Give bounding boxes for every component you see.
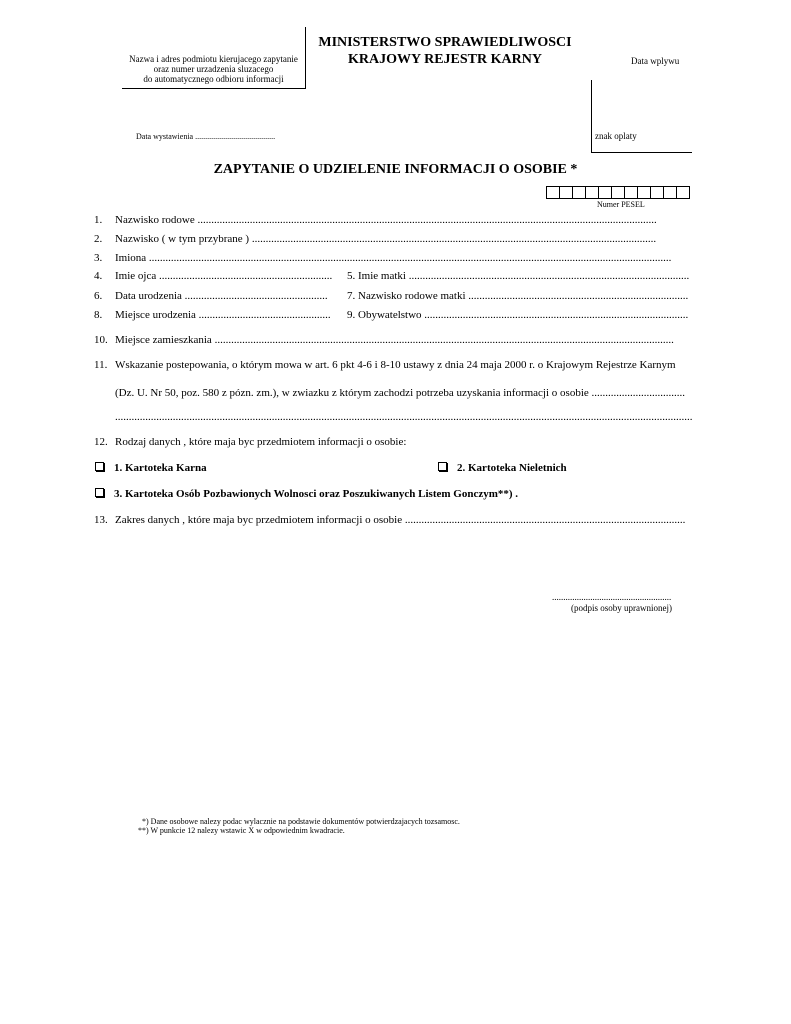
pesel-digit-cell[interactable] [650,186,664,199]
field-text: Zakres danych , które maja byc przedmiotem informacji o osobie ...................................................................................................... [115,514,686,526]
form-title: ZAPYTANIE O UDZIELENIE INFORMACJI O OSOBIE * [213,162,578,177]
pesel-digit-cell[interactable] [572,186,586,199]
field-birth-date[interactable] [94,290,328,302]
pesel-digit-cell[interactable] [585,186,599,199]
field-text: Rodzaj danych , które maja byc przedmiotem informacji o osobie: [115,436,407,448]
field-number: 1. [94,214,103,226]
issue-date-field[interactable]: Data wystawienia ........................................ [136,132,276,141]
field-citizenship[interactable] [347,309,688,321]
field-proceeding-line3[interactable]: .................................................................................................................................................................................................................. [115,411,693,423]
field-text: Miejsce zamieszkania ....................................................................................................................................................................... [115,334,674,346]
checkbox-icon[interactable] [95,462,104,471]
pesel-digit-cell[interactable] [624,186,638,199]
field-text: Miejsce urodzenia ................................................ [115,309,331,321]
option-label: 2. Kartoteka Nieletnich [457,462,567,474]
receipt-box-border-bottom [591,152,692,153]
field-number: 13. [94,514,108,526]
pesel-digit-cell[interactable] [611,186,625,199]
field-text: Nazwisko rodowe ....................................................................................................................................................................... [115,214,657,226]
field-number: 8. [94,309,103,321]
field-first-names[interactable] [94,252,671,264]
signature-label: (podpis osoby uprawnionej) [571,603,672,613]
ministry-header [300,34,590,68]
field-birth-place[interactable] [94,309,331,321]
sender-info-label [122,54,305,84]
field-text: Imie ojca ............................................................... [115,270,333,282]
field-number: 3. [94,252,103,264]
field-surname[interactable] [94,233,656,245]
field-data-type [94,436,406,448]
pesel-digit-cell[interactable] [559,186,573,199]
receipt-box-border-left [591,80,592,152]
field-proceeding-line1 [94,359,676,371]
field-residence[interactable] [94,334,674,346]
field-text: Imiona .............................................................................................................................................................................................. [115,252,672,264]
field-mother-birth-surname[interactable] [347,290,688,302]
option-label: 3. Kartoteka Osób Pozbawionych Wolnosci oraz Poszukiwanych Listem Gonczym**) . [114,488,519,500]
pesel-digit-cell[interactable] [637,186,651,199]
field-text: 5. Imie matki ...................................................................................................... [347,270,690,282]
pesel-digit-cell[interactable] [663,186,677,199]
field-text: 7. Nazwisko rodowe matki ................................................................................ [347,290,689,302]
field-number: 12. [94,436,108,448]
field-number: 11. [94,359,108,371]
sender-line: oraz numer urzadzenia sluzacego [153,64,274,74]
sender-box-border-bottom [122,88,306,89]
pesel-digit-cell[interactable] [676,186,690,199]
footnote-checkbox-instruction: **) W punkcie 12 nalezy wstawic X w odpowiednim kwadracie. [138,826,345,835]
field-number: 4. [94,270,103,282]
field-father-name[interactable] [94,270,332,282]
checkbox-icon[interactable] [438,462,447,471]
field-text: Wskazanie postepowania, o którym mowa w art. 6 pkt 4-6 i 8-10 ustawy z dnia 24 maja 2000 r. o Krajowym Rejestrze Karnym [115,359,676,371]
fee-stamp-label: znak oplaty [595,131,637,141]
field-proceeding-line2[interactable]: (Dz. U. Nr 50, poz. 580 z pózn. zm.), w zwiazku z którym zachodzi potrzeba uzyskania informacji o osobie .................................. [115,387,686,399]
ministry-name: MINISTERSTWO SPRAWIEDLIWOSCI [318,35,572,50]
signature-line[interactable]: ..................................................... [552,592,672,602]
option-detained-wanted-records[interactable] [95,488,518,500]
field-number: 2. [94,233,103,245]
sender-line: do automatycznego odbioru informacji [143,74,284,84]
receipt-date-label: Data wplywu [631,56,680,66]
pesel-label: Numer PESEL [597,200,645,209]
field-number: 10. [94,334,108,346]
pesel-input[interactable] [546,186,689,199]
sender-line: Nazwa i adres podmiotu kierujacego zapytanie [129,54,298,64]
registry-name: KRAJOWY REJESTR KARNY [348,52,542,67]
field-data-scope[interactable] [94,514,685,526]
option-criminal-records[interactable] [95,462,207,474]
pesel-digit-cell[interactable] [546,186,560,199]
field-mother-name[interactable] [347,270,689,282]
option-juvenile-records[interactable] [438,462,567,474]
pesel-digit-cell[interactable] [598,186,612,199]
field-text: Nazwisko ( w tym przybrane ) ................................................................................................................................................... [115,233,657,245]
field-text: Data urodzenia .................................................... [115,290,328,302]
field-text: 9. Obywatelstwo ................................................................................................ [347,309,689,321]
footnote-personal-data: *) Dane osobowe nalezy podac wylacznie na podstawie dokumentów potwierdzajacych tozsamosc. [142,817,460,826]
field-number: 6. [94,290,103,302]
option-label: 1. Kartoteka Karna [114,462,207,474]
checkbox-icon[interactable] [95,488,104,497]
field-birth-surname[interactable] [94,214,657,226]
